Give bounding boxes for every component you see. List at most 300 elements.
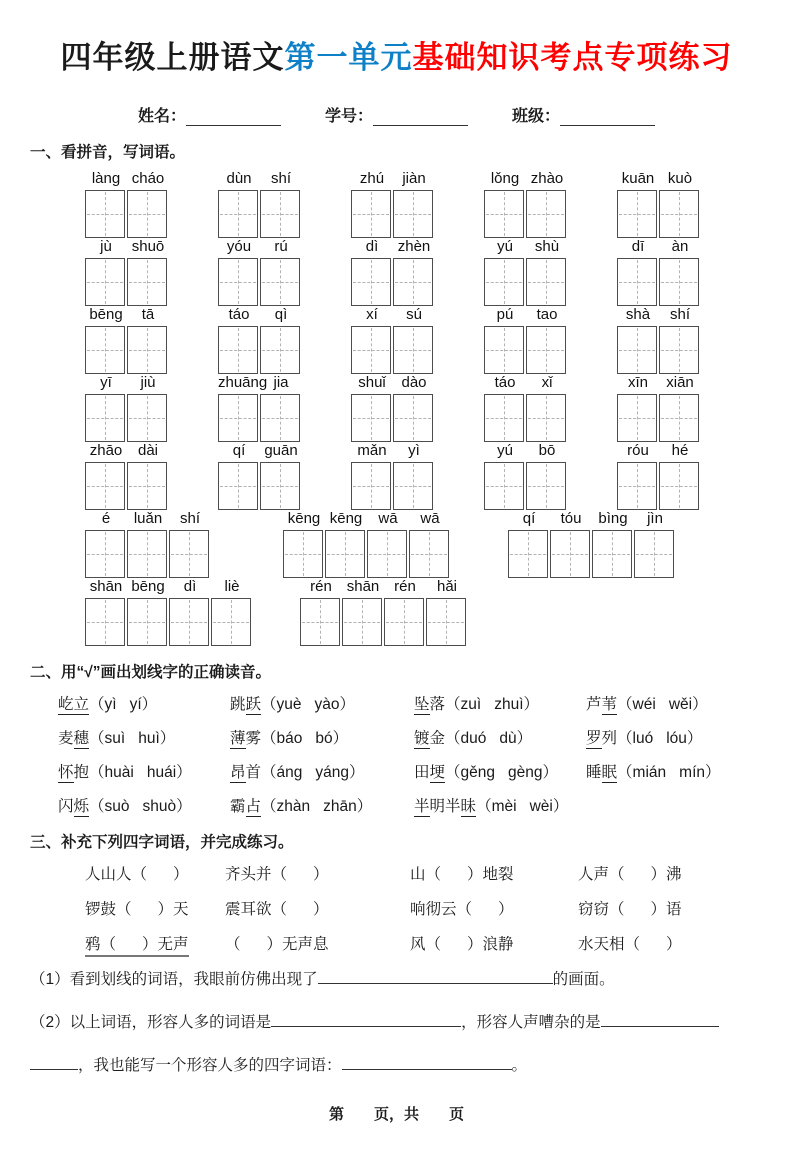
name-input-line[interactable] xyxy=(186,110,281,126)
pinyin-syllable: dùn xyxy=(226,170,252,187)
pinyin-options[interactable]: （zhàn zhān） xyxy=(261,798,373,815)
pinyin-option[interactable]: mèi xyxy=(491,798,517,815)
pinyin-syllable: tā xyxy=(141,306,155,323)
pinyin-syllable: zhú xyxy=(359,170,385,187)
pinyin-label xyxy=(85,374,169,394)
phrase: 山（ ）地裂 xyxy=(410,866,514,883)
writing-box[interactable] xyxy=(169,598,209,646)
writing-box[interactable] xyxy=(484,462,524,510)
pinyin-syllable: zhèn xyxy=(397,238,431,255)
writing-box[interactable] xyxy=(218,190,258,238)
writing-box-row xyxy=(351,394,435,442)
pinyin-syllable: jù xyxy=(100,238,112,255)
word-char: 闪 xyxy=(58,798,74,815)
pinyin-option[interactable]: zhān xyxy=(323,798,357,815)
writing-box-row xyxy=(218,394,302,442)
word-char-underlined: 埂 xyxy=(429,764,446,781)
pinyin-syllable: mǎn xyxy=(357,442,387,459)
writing-box[interactable] xyxy=(260,462,300,510)
pinyin-label xyxy=(351,306,435,326)
writing-box[interactable] xyxy=(218,394,258,442)
pinyin-syllable: jìn xyxy=(647,510,663,527)
name-label: 姓名： xyxy=(137,108,186,125)
writing-box[interactable] xyxy=(85,326,125,374)
page-footer xyxy=(0,1103,793,1124)
answer-blank[interactable] xyxy=(318,968,553,984)
pinyin-option[interactable]: zuì xyxy=(460,696,482,713)
writing-box[interactable] xyxy=(384,598,424,646)
pinyin-label xyxy=(85,238,169,258)
pinyin-option[interactable]: dù xyxy=(499,730,517,747)
writing-box[interactable] xyxy=(85,530,125,578)
writing-box[interactable] xyxy=(351,190,391,238)
pinyin-option[interactable]: yì xyxy=(104,696,117,713)
pinyin-word-group xyxy=(351,374,435,442)
writing-box[interactable] xyxy=(526,326,566,374)
writing-box[interactable] xyxy=(393,462,433,510)
writing-box-row xyxy=(351,258,435,306)
phrase-cell xyxy=(85,862,225,884)
pinyin-option[interactable]: mián xyxy=(632,764,667,781)
class-field xyxy=(512,103,655,126)
word-char: 落 xyxy=(429,696,446,713)
writing-box[interactable] xyxy=(484,394,524,442)
pinyin-option[interactable]: suì xyxy=(104,730,126,747)
pinyin-label xyxy=(617,238,701,258)
pinyin-syllable: guān xyxy=(264,442,298,459)
pinyin-options[interactable]: （áng yáng） xyxy=(261,764,365,781)
pronunciation-item xyxy=(586,726,763,748)
writing-box-row xyxy=(351,462,435,510)
pinyin-syllable: dī xyxy=(631,238,645,255)
writing-box[interactable] xyxy=(484,326,524,374)
footer-part: 页，共 xyxy=(373,1106,419,1123)
writing-box[interactable] xyxy=(550,530,590,578)
pinyin-option[interactable]: gěng xyxy=(460,764,496,781)
pinyin-label xyxy=(85,442,169,462)
pinyin-syllable: shà xyxy=(625,306,651,323)
pinyin-syllable: rén xyxy=(394,578,416,595)
writing-box[interactable] xyxy=(426,598,466,646)
pinyin-options[interactable]: （suò shuò） xyxy=(89,798,192,815)
pinyin-writing-grid xyxy=(30,170,763,646)
word-char-underlined: 罗 xyxy=(586,730,602,747)
writing-box[interactable] xyxy=(211,598,251,646)
word-char: 田 xyxy=(414,764,430,781)
pinyin-row xyxy=(85,238,763,306)
writing-box[interactable] xyxy=(659,462,699,510)
pinyin-option[interactable]: lóu xyxy=(666,730,687,747)
page-title xyxy=(30,32,763,77)
writing-box[interactable] xyxy=(85,258,125,306)
word-char: 雾 xyxy=(245,730,262,747)
pinyin-word-group xyxy=(617,306,701,374)
phrase-cell xyxy=(225,932,410,954)
writing-box[interactable] xyxy=(659,258,699,306)
pinyin-label xyxy=(218,442,302,462)
pinyin-options[interactable]: （luó lóu） xyxy=(617,730,703,747)
writing-box-row xyxy=(484,190,568,238)
writing-box[interactable] xyxy=(127,598,167,646)
pinyin-option[interactable]: yí xyxy=(129,696,142,713)
writing-box[interactable] xyxy=(393,326,433,374)
word-char-underlined: 昂 xyxy=(230,764,246,781)
writing-box[interactable] xyxy=(85,190,125,238)
word-char: 霸 xyxy=(230,798,246,815)
word-char: 麦 xyxy=(58,730,74,747)
pinyin-syllable: cháo xyxy=(131,170,165,187)
pinyin-option[interactable]: yuè xyxy=(276,696,302,713)
writing-box[interactable] xyxy=(260,190,300,238)
pronunciation-item xyxy=(414,726,586,748)
pinyin-options[interactable]: （wéi wěi） xyxy=(617,696,708,713)
pinyin-label xyxy=(484,374,568,394)
word-char: 列 xyxy=(601,730,618,747)
word-char: 明 xyxy=(429,798,446,815)
pinyin-option[interactable]: shuò xyxy=(142,798,177,815)
pinyin-syllable: wā xyxy=(378,510,398,527)
pinyin-syllable: xǐ xyxy=(541,374,553,391)
question-text: 的画面。 xyxy=(552,971,615,988)
pinyin-syllable: làng xyxy=(91,170,121,187)
pinyin-options[interactable]: （duó dù） xyxy=(445,730,533,747)
pinyin-word-group xyxy=(218,374,302,442)
pinyin-syllable: xí xyxy=(366,306,378,323)
writing-box[interactable] xyxy=(127,530,167,578)
pinyin-label xyxy=(484,306,568,326)
writing-box[interactable] xyxy=(283,530,323,578)
pinyin-word-group xyxy=(484,374,568,442)
writing-box-row xyxy=(218,326,302,374)
pinyin-label xyxy=(85,578,253,598)
pinyin-syllable: zhuāng xyxy=(218,374,268,391)
phrase-cell xyxy=(225,862,410,884)
pinyin-option[interactable]: zhuì xyxy=(494,696,524,713)
pinyin-label xyxy=(351,442,435,462)
writing-box[interactable] xyxy=(127,258,167,306)
phrase-text: 人声 xyxy=(578,866,610,883)
writing-box[interactable] xyxy=(169,530,209,578)
writing-box[interactable] xyxy=(526,394,566,442)
writing-box[interactable] xyxy=(218,258,258,306)
question-text: ，形容人声嘈杂的是 xyxy=(461,1014,601,1031)
pinyin-syllable: dào xyxy=(401,374,427,391)
word-char-underlined: 坠 xyxy=(414,696,430,713)
writing-box[interactable] xyxy=(342,598,382,646)
pinyin-label xyxy=(484,442,568,462)
phrase: 震耳欲（ ） xyxy=(225,901,329,918)
writing-box[interactable] xyxy=(617,190,657,238)
pinyin-row xyxy=(85,374,763,442)
writing-box[interactable] xyxy=(592,530,632,578)
pinyin-word-group xyxy=(283,510,451,578)
pinyin-option[interactable]: wěi xyxy=(668,696,693,713)
pinyin-word-group xyxy=(351,170,435,238)
pinyin-syllable: hǎi xyxy=(436,578,458,595)
writing-box[interactable] xyxy=(393,258,433,306)
writing-box-row xyxy=(484,462,568,510)
pronunciation-item xyxy=(586,692,763,714)
pinyin-syllable: bēng xyxy=(131,578,165,595)
writing-box[interactable] xyxy=(526,258,566,306)
word-char: 金 xyxy=(429,730,446,747)
pinyin-label xyxy=(351,374,435,394)
word-char: 睡 xyxy=(586,764,602,781)
pinyin-option[interactable]: gèng xyxy=(508,764,543,781)
pronunciation-item xyxy=(230,692,414,714)
pinyin-label xyxy=(484,238,568,258)
writing-box[interactable] xyxy=(617,394,657,442)
pinyin-option[interactable]: luó xyxy=(632,730,654,747)
pinyin-word-group xyxy=(351,238,435,306)
pinyin-syllable: liè xyxy=(224,578,240,595)
writing-box[interactable] xyxy=(659,326,699,374)
pinyin-syllable: qí xyxy=(232,442,246,459)
pinyin-syllable: bìng xyxy=(598,510,628,527)
pinyin-syllable: luǎn xyxy=(133,510,163,527)
phrase: 齐头并（ ） xyxy=(225,866,329,883)
student-id-input-line[interactable] xyxy=(373,110,468,126)
answer-blank[interactable] xyxy=(601,1011,719,1027)
phrase-text: 浪静 xyxy=(482,936,514,953)
writing-box[interactable] xyxy=(659,394,699,442)
writing-box-row xyxy=(85,190,169,238)
pinyin-option[interactable]: suò xyxy=(104,798,130,815)
title-part-grade: 四年级上册语文 xyxy=(60,40,285,75)
writing-box[interactable] xyxy=(260,326,300,374)
pinyin-syllable: jia xyxy=(273,374,289,391)
pinyin-option[interactable]: yáng xyxy=(315,764,350,781)
pinyin-option[interactable]: mín xyxy=(679,764,705,781)
writing-box-row xyxy=(300,598,468,646)
pinyin-option[interactable]: bó xyxy=(315,730,333,747)
word-char-underlined: 半 xyxy=(414,798,430,815)
word-char-underlined: 占 xyxy=(245,798,262,815)
word-char: 半 xyxy=(445,798,461,815)
pinyin-syllable: táo xyxy=(228,306,250,323)
writing-box[interactable] xyxy=(85,394,125,442)
word-char-underlined: 屹立 xyxy=(58,696,90,713)
writing-box[interactable] xyxy=(484,258,524,306)
pinyin-syllable: zhào xyxy=(530,170,564,187)
pronunciation-item xyxy=(414,692,586,714)
writing-box[interactable] xyxy=(617,462,657,510)
student-id-field xyxy=(325,103,468,126)
pinyin-syllable: jiàn xyxy=(402,170,426,187)
pinyin-word-group xyxy=(85,170,169,238)
word-char-underlined: 穗 xyxy=(73,730,90,747)
pinyin-word-group xyxy=(85,510,211,578)
answer-blank[interactable] xyxy=(271,1011,461,1027)
question-text: ，我也能写一个形容人多的四字词语： xyxy=(78,1057,342,1074)
pinyin-option[interactable]: wéi xyxy=(632,696,656,713)
pronunciation-item xyxy=(414,794,586,816)
writing-box[interactable] xyxy=(127,394,167,442)
writing-box[interactable] xyxy=(325,530,365,578)
pinyin-option[interactable]: huái xyxy=(146,764,177,781)
pinyin-syllable: tóu xyxy=(560,510,582,527)
word-char: 跳 xyxy=(230,696,246,713)
pinyin-syllable: sú xyxy=(406,306,422,323)
pinyin-label xyxy=(283,510,451,530)
class-label: 班级： xyxy=(512,108,561,125)
word-char-underlined: 镀 xyxy=(414,730,430,747)
writing-box-row xyxy=(484,258,568,306)
phrase: 人山人（ ） xyxy=(85,866,189,883)
pinyin-syllable: qì xyxy=(274,306,288,323)
pinyin-options[interactable]: （gěng gèng） xyxy=(445,764,559,781)
writing-box[interactable] xyxy=(260,258,300,306)
pinyin-option[interactable]: áng xyxy=(276,764,303,781)
writing-box[interactable] xyxy=(127,326,167,374)
pinyin-syllable: dì xyxy=(183,578,197,595)
writing-box[interactable] xyxy=(367,530,407,578)
writing-box[interactable] xyxy=(85,462,125,510)
pinyin-option[interactable]: wèi xyxy=(529,798,553,815)
pinyin-syllable: shān xyxy=(89,578,123,595)
writing-box-row xyxy=(617,258,701,306)
pronunciation-item xyxy=(58,760,230,782)
pinyin-syllable: táo xyxy=(494,374,516,391)
pinyin-options[interactable]: （mèi wèi） xyxy=(476,798,569,815)
phrase: 窃窃（ ）语 xyxy=(578,901,682,918)
writing-box[interactable] xyxy=(617,258,657,306)
pinyin-syllable: é xyxy=(101,510,111,527)
worksheet-page xyxy=(0,32,793,1154)
writing-box[interactable] xyxy=(127,190,167,238)
phrase: 锣鼓（ ）天 xyxy=(85,901,189,918)
writing-box[interactable] xyxy=(393,190,433,238)
pinyin-syllable: bēng xyxy=(89,306,123,323)
pinyin-word-group xyxy=(85,306,169,374)
phrase-text: 鸦 xyxy=(85,936,101,953)
phrase-completion-grid xyxy=(30,862,763,954)
pinyin-syllable: yú xyxy=(497,238,513,255)
phrase-cell xyxy=(578,932,763,954)
answer-blank[interactable] xyxy=(342,1054,512,1070)
footer-part: 第 xyxy=(328,1106,344,1123)
writing-box[interactable] xyxy=(484,190,524,238)
pinyin-syllable: rú xyxy=(274,238,288,255)
pinyin-syllable: zhāo xyxy=(89,442,123,459)
pinyin-syllable: kēng xyxy=(287,510,321,527)
pinyin-word-group xyxy=(85,238,169,306)
writing-box[interactable] xyxy=(409,530,449,578)
pinyin-word-group xyxy=(218,170,302,238)
phrase-underlined: 鸦（ ）无声 xyxy=(85,936,189,957)
answer-blank[interactable] xyxy=(30,1054,78,1070)
writing-box[interactable] xyxy=(85,598,125,646)
writing-box[interactable] xyxy=(508,530,548,578)
pinyin-syllable: shù xyxy=(534,238,560,255)
writing-box[interactable] xyxy=(218,462,258,510)
writing-box-row xyxy=(85,462,169,510)
pinyin-label xyxy=(218,238,302,258)
question-line xyxy=(30,1011,763,1035)
pinyin-options[interactable]: （yuè yào） xyxy=(261,696,356,713)
writing-box[interactable] xyxy=(351,326,391,374)
pinyin-word-group xyxy=(484,238,568,306)
writing-box-row xyxy=(617,326,701,374)
class-input-line[interactable] xyxy=(560,110,655,126)
pinyin-options[interactable]: （mián mín） xyxy=(617,764,721,781)
pinyin-option[interactable]: huì xyxy=(138,730,160,747)
pinyin-options[interactable]: （huài huái） xyxy=(89,764,192,781)
pinyin-syllable: dì xyxy=(365,238,379,255)
pinyin-option[interactable]: báo xyxy=(276,730,303,747)
pinyin-label xyxy=(218,306,302,326)
writing-box-row xyxy=(218,462,302,510)
pinyin-option[interactable]: huài xyxy=(104,764,134,781)
pinyin-syllable: shuō xyxy=(131,238,165,255)
title-part-unit: 第一单元 xyxy=(284,40,413,75)
writing-box[interactable] xyxy=(351,462,391,510)
writing-box[interactable] xyxy=(526,462,566,510)
writing-box[interactable] xyxy=(351,394,391,442)
phrase-text: 锣鼓 xyxy=(85,901,117,918)
writing-box[interactable] xyxy=(127,462,167,510)
pinyin-label xyxy=(218,170,302,190)
pinyin-syllable: kēng xyxy=(329,510,363,527)
pinyin-row xyxy=(85,442,763,510)
question-line xyxy=(30,1054,763,1078)
writing-box-row xyxy=(617,394,701,442)
pinyin-syllable: àn xyxy=(671,238,689,255)
section-three-heading: 三、补充下列四字词语，并完成练习。 xyxy=(30,834,294,851)
pinyin-option[interactable]: yào xyxy=(314,696,340,713)
footer-part: 页 xyxy=(449,1106,465,1123)
pinyin-syllable: xiān xyxy=(666,374,694,391)
writing-box[interactable] xyxy=(218,326,258,374)
word-char-underlined: 怀 xyxy=(58,764,74,781)
pinyin-option[interactable]: zhàn xyxy=(276,798,311,815)
pinyin-options[interactable]: （suì huì） xyxy=(89,730,176,747)
question-text: （1）看到划线的词语，我眼前仿佛出现了 xyxy=(30,971,318,988)
question-line xyxy=(30,968,763,992)
writing-box[interactable] xyxy=(351,258,391,306)
writing-box[interactable] xyxy=(393,394,433,442)
pinyin-syllable: qí xyxy=(522,510,536,527)
pronunciation-item xyxy=(230,726,414,748)
writing-box[interactable] xyxy=(260,394,300,442)
writing-box-row xyxy=(484,394,568,442)
writing-box-row xyxy=(617,462,701,510)
pinyin-word-group xyxy=(617,170,701,238)
writing-box[interactable] xyxy=(634,530,674,578)
pinyin-options[interactable]: （zuì zhuì） xyxy=(445,696,540,713)
pronunciation-item xyxy=(58,692,230,714)
writing-box-row xyxy=(508,530,676,578)
pinyin-options[interactable]: （yì yí） xyxy=(89,696,158,713)
phrase-text: 水天相 xyxy=(578,936,625,953)
phrase-text: 人山人 xyxy=(85,866,132,883)
pinyin-syllable: hé xyxy=(671,442,689,459)
pinyin-syllable: yì xyxy=(408,442,420,459)
pinyin-syllable: shuǐ xyxy=(358,374,386,391)
pinyin-label xyxy=(508,510,676,530)
writing-box[interactable] xyxy=(300,598,340,646)
writing-box[interactable] xyxy=(526,190,566,238)
writing-box[interactable] xyxy=(659,190,699,238)
writing-box-row xyxy=(283,530,451,578)
pinyin-option[interactable]: duó xyxy=(460,730,487,747)
pinyin-label xyxy=(617,442,701,462)
pinyin-options[interactable]: （báo bó） xyxy=(261,730,349,747)
word-char-underlined: 跃 xyxy=(245,696,262,713)
pinyin-syllable: wā xyxy=(420,510,440,527)
writing-box-row xyxy=(85,326,169,374)
writing-box[interactable] xyxy=(617,326,657,374)
